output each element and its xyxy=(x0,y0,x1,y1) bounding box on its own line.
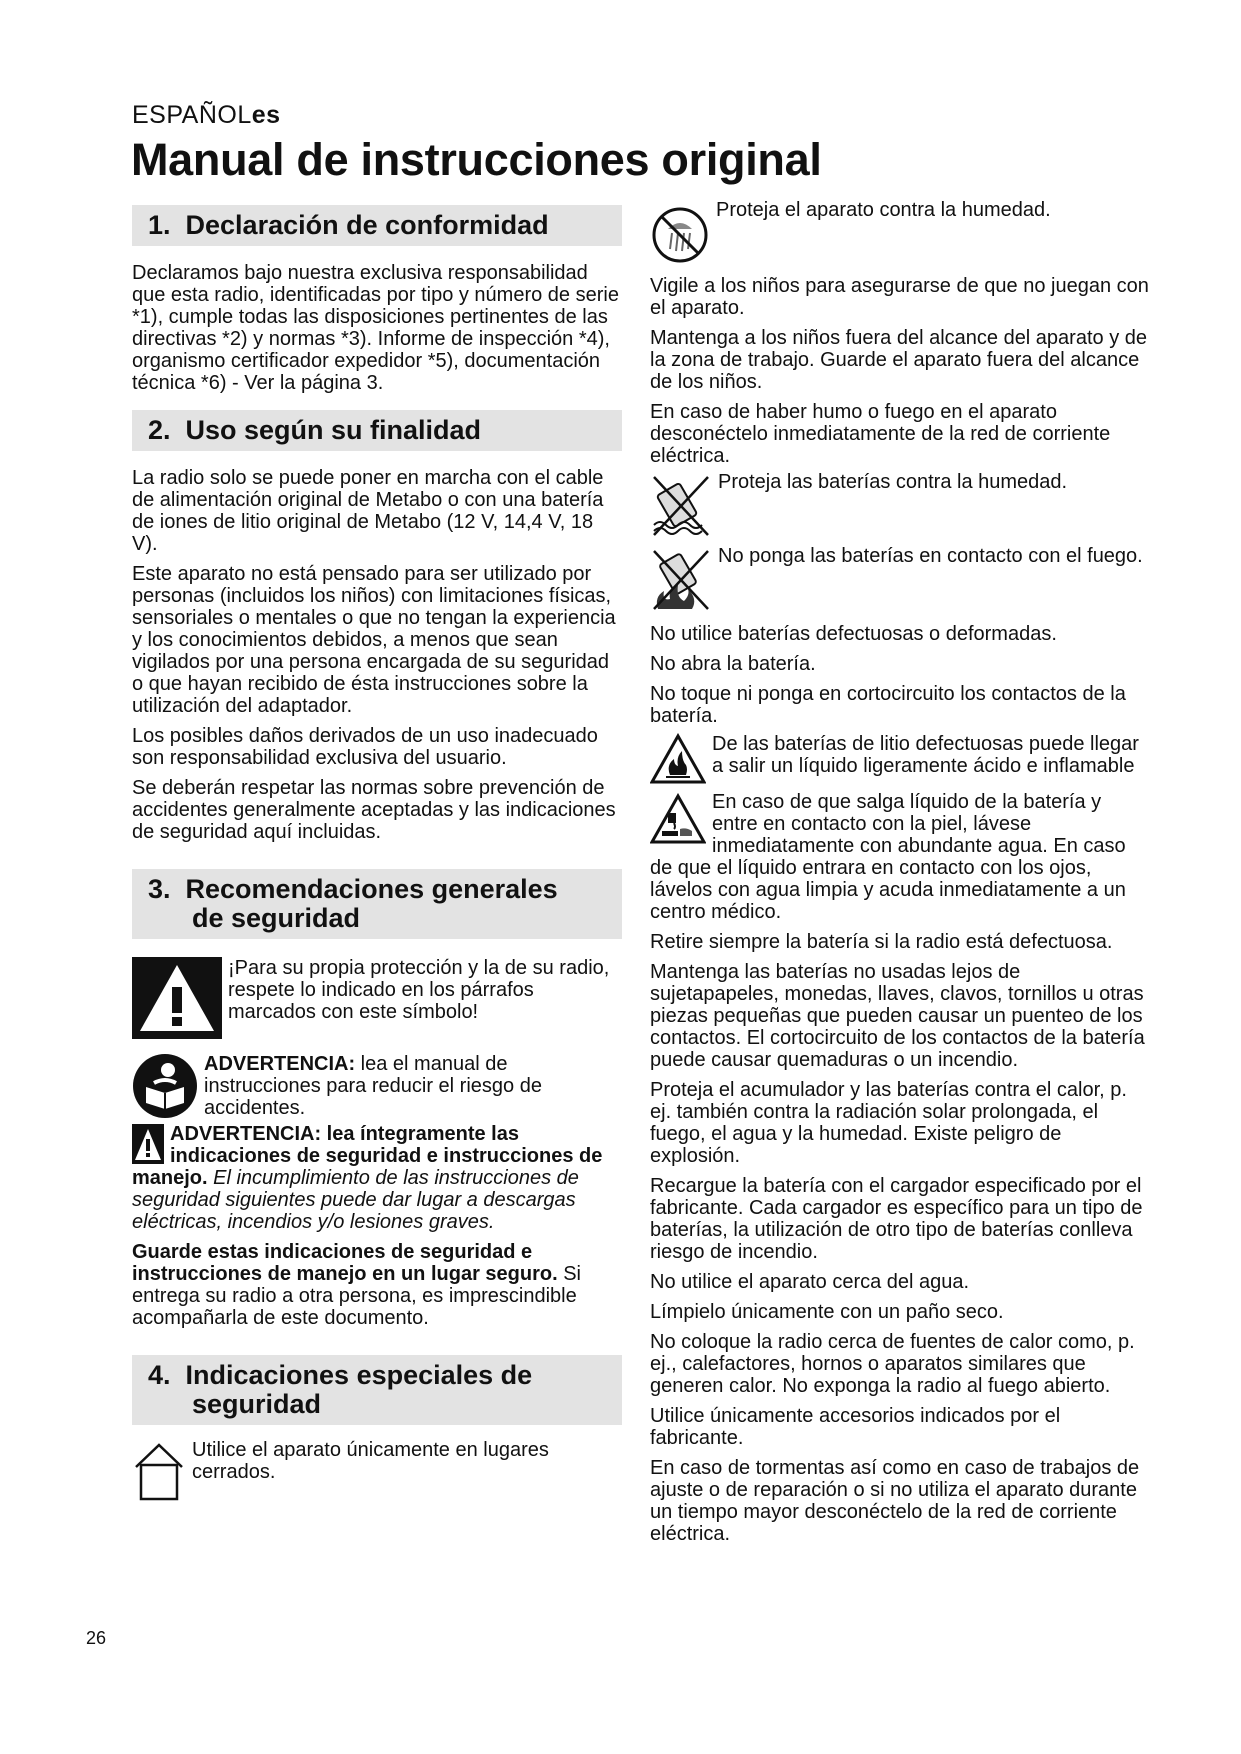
section-number: 2. xyxy=(148,415,171,445)
full-warning-paragraph xyxy=(132,1123,622,1233)
corrosive-text: En caso de que salga líquido de la batería y entre en contacto con la piel, lávese inmediatamente con abundante agua. En caso de que el líquido entrara en contacto con los ojos, lávelos con agua limpia y acuda inmediatamente a un centro médico. xyxy=(650,791,1126,923)
full-warning-italic: El incumplimiento de las instrucciones de seguridad siguientes puede dar lugar a descargas eléctricas, incendios y/o lesiones graves. xyxy=(132,1167,579,1233)
indoor-use-note xyxy=(132,1439,622,1503)
page-number: 26 xyxy=(86,1628,107,1648)
read-manual-icon xyxy=(132,1053,198,1119)
right-paragraph: No utilice el aparato cerca del agua. xyxy=(650,1271,970,1293)
flammable-warning-icon xyxy=(650,733,706,785)
keep-instructions-bold: Guarde estas indicaciones de seguridad e instrucciones de manejo en un lugar seguro. xyxy=(132,1241,558,1285)
warning-triangle-icon xyxy=(132,957,222,1039)
battery-no-fire-icon xyxy=(650,547,712,613)
intended-use-paragraph: Los posibles daños derivados de un uso inadecuado son responsabilidad exclusiva del usuario. xyxy=(132,725,598,769)
right-paragraph: Proteja el acumulador y las baterías contra el calor, p. ej. también contra la radiación solar prolongada, el fuego, el agua y la humedad. Existe peligro de explosión. xyxy=(650,1079,1127,1167)
full-warning-bold: ADVERTENCIA: lea íntegramente las indicaciones de seguridad e instrucciones de manejo. xyxy=(132,1123,603,1189)
language-name: ESPAÑOL xyxy=(132,101,252,129)
section-title: Declaración de conformidad xyxy=(185,210,549,240)
right-paragraph: Mantenga a los niños fuera del alcance del aparato y de la zona de trabajo. Guarde el aparato fuera del alcance de los niños. xyxy=(650,327,1148,393)
small-warning-icon xyxy=(132,1124,164,1164)
read-manual-text xyxy=(204,1053,622,1119)
right-paragraph: Vigile a los niños para asegurarse de que no juegan con el aparato. xyxy=(650,275,1149,319)
battery-fire-text: No ponga las baterías en contacto con el fuego. xyxy=(718,545,1143,567)
section-number: 4. xyxy=(148,1360,171,1390)
house-icon xyxy=(132,1439,186,1503)
keep-instructions-paragraph xyxy=(132,1241,622,1329)
conformity-paragraph: Declaramos bajo nuestra exclusiva responsabilidad que esta radio, identificadas por tipo y número de serie *1), cumple todas las disposiciones pertinentes de las directivas *2) y normas *3). Informe de inspección *4), organismo certificador expedidor *5), documentación técnica *6) - Ver la página 3. xyxy=(132,262,619,394)
right-column xyxy=(650,199,1150,1553)
language-code: es xyxy=(251,101,281,129)
right-paragraph: No coloque la radio cerca de fuentes de calor como, p. ej., calefactores, hornos o aparatos similares que generen calor. No exponga la radio al fuego abierto. xyxy=(650,1331,1135,1397)
battery-humidity-text: Proteja las baterías contra la humedad. xyxy=(718,471,1068,493)
corrosive-paragraph xyxy=(650,791,1150,923)
intended-use-paragraph: Este aparato no está pensado para ser utilizado por personas (incluidos los niños) con limitaciones físicas, sensoriales o mentales o que no tengan la experiencia y los conocimientos debidos, a menos que sean vigilados por una persona encargada de su seguridad o que hayan recibido de ésta instrucciones sobre la utilización del adaptador. xyxy=(132,563,616,717)
keep-instructions-text: Si entrega su radio a otra persona, es imprescindible acompañarla de este documento. xyxy=(132,1263,581,1329)
section-1-heading xyxy=(132,205,622,246)
intended-use-paragraph: Se deberán respetar las normas sobre prevención de accidentes generalmente aceptadas y las indicaciones de seguridad aquí incluidas. xyxy=(132,777,616,843)
right-paragraph: No toque ni ponga en cortocircuito los contactos de la batería. xyxy=(650,683,1126,727)
read-manual-body: lea el manual de instrucciones para reducir el riesgo de accidentes. xyxy=(204,1053,542,1119)
read-manual-bold: ADVERTENCIA: xyxy=(204,1053,356,1075)
read-manual-note xyxy=(132,1053,622,1119)
humidity-text: Proteja el aparato contra la humedad. xyxy=(716,199,1051,221)
battery-fire-note xyxy=(650,547,1150,613)
right-paragraph: En caso de tormentas así como en caso de trabajos de ajuste o de reparación o si no utiliza el aparato durante un tiempo mayor desconéctelo de la red de corriente eléctrica. xyxy=(650,1457,1140,1545)
flammable-note xyxy=(650,733,1150,785)
battery-humidity-note xyxy=(650,473,1150,539)
right-paragraph: Recargue la batería con el cargador especificado por el fabricante. Cada cargador es específico para un tipo de baterías, la utilización de otro tipo de baterías conlleva riesgo de incendio. xyxy=(650,1175,1143,1263)
indoor-use-text: Utilice el aparato únicamente en lugares cerrados. xyxy=(192,1439,549,1483)
section-number: 3. xyxy=(148,874,171,904)
warning-symbol-note xyxy=(132,957,622,1039)
right-paragraph: Límpielo únicamente con un paño seco. xyxy=(650,1301,1004,1323)
left-column xyxy=(132,205,622,1513)
section-title: Uso según su finalidad xyxy=(185,415,482,445)
right-paragraph: Mantenga las baterías no usadas lejos de sujetapapeles, monedas, llaves, clavos, tornillos u otras piezas pequeñas que pueden causar un puenteo de los contactos. El cortocircuito de los contactos de la batería puede causar quemaduras o un incendio. xyxy=(650,961,1145,1071)
section-title-line2: seguridad xyxy=(192,1389,322,1419)
section-3-heading xyxy=(132,869,622,939)
section-number: 1. xyxy=(148,210,171,240)
right-paragraph: Retire siempre la batería si la radio está defectuosa. xyxy=(650,931,1113,953)
section-title-line1: Indicaciones especiales de xyxy=(185,1360,533,1390)
right-paragraph: No abra la batería. xyxy=(650,653,816,675)
warning-symbol-text: ¡Para su propia protección y la de su radio, respete lo indicado en los párrafos marcados con este símbolo! xyxy=(228,957,610,1023)
flammable-text: De las baterías de litio defectuosas puede llegar a salir un líquido ligeramente ácido e inflamable xyxy=(712,733,1139,777)
no-rain-icon xyxy=(650,203,710,263)
corrosive-warning-icon xyxy=(650,793,706,845)
intended-use-paragraph: La radio solo se puede poner en marcha con el cable de alimentación original de Metabo o con una batería de iones de litio original de Metabo (12 V, 14,4 V, 18 V). xyxy=(132,467,604,555)
battery-no-water-icon xyxy=(650,473,712,539)
section-title-line1: Recomendaciones generales xyxy=(185,874,558,904)
section-2-heading xyxy=(132,410,622,451)
humidity-note xyxy=(650,199,1150,263)
right-paragraph: No utilice baterías defectuosas o deformadas. xyxy=(650,623,1057,645)
language-label xyxy=(132,101,281,130)
page-title: Manual de instrucciones original xyxy=(131,134,822,185)
section-title-line2: de seguridad xyxy=(192,903,361,933)
right-paragraph: En caso de haber humo o fuego en el aparato desconéctelo inmediatamente de la red de corriente eléctrica. xyxy=(650,401,1111,467)
section-4-heading xyxy=(132,1355,622,1425)
right-paragraph: Utilice únicamente accesorios indicados por el fabricante. xyxy=(650,1405,1061,1449)
